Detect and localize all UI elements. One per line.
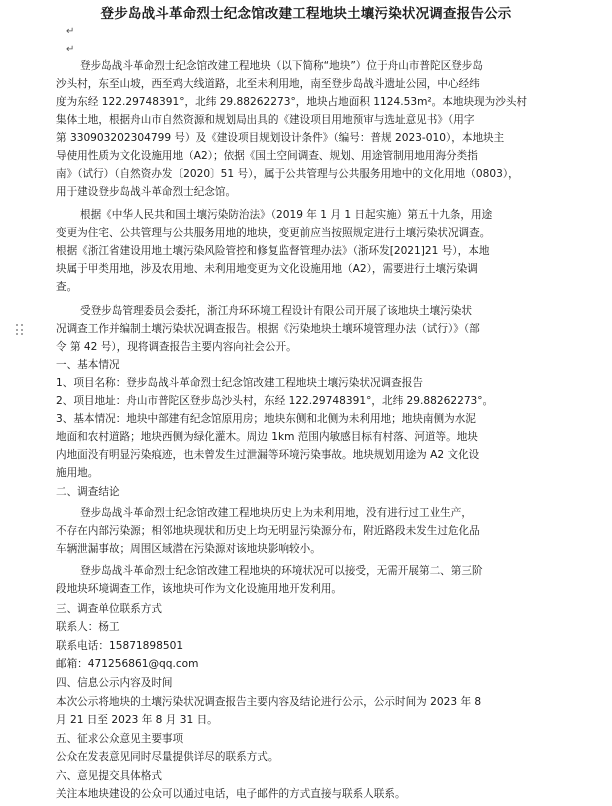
section-heading: 六、意见提交具体格式 [56, 770, 162, 782]
body-line: 登步岛战斗革命烈士纪念馆改建工程地块（以下简称“地块”）位于舟山市普陀区登步岛 [80, 60, 483, 72]
body-line: 沙头村，东至山坡，西至鸡大线道路，北至未利用地，南至登步岛战斗遗址公园，中心经纬 [56, 78, 480, 90]
section-heading: 一、基本情况 [56, 359, 120, 371]
body-line: 根据《中华人民共和国土壤污染防治法》（2019 年 1 月 1 日起实施）第五十九条，用途 [80, 209, 493, 221]
document-title: 登步岛战斗革命烈士纪念馆改建工程地块土壤污染状况调查报告公示 [100, 6, 512, 22]
paragraph-mark: ↵ [66, 44, 75, 55]
body-line: 集体土地，根据舟山市自然资源和规划局出具的《建设项目用地预审与选址意见书》（用字 [56, 114, 475, 126]
section-heading: 三、调查单位联系方式 [56, 603, 162, 615]
body-line: 登步岛战斗革命烈士纪念馆改建工程地块历史上为未利用地，没有进行过工业生产， [80, 507, 472, 519]
body-line: 1、项目名称：登步岛战斗革命烈士纪念馆改建工程地块土壤污染状况调查报告 [56, 377, 423, 389]
contact-phone: 联系电话：15871898501 [56, 640, 184, 652]
body-line: 受登步岛管理委员会委托，浙江舟环环境工程设计有限公司开展了该地块土壤污染状 [80, 305, 472, 317]
body-line: 登步岛战斗革命烈士纪念馆改建工程地块的环境状况可以接受，无需开展第二、第三阶 [80, 565, 483, 577]
section-heading: 二、调查结论 [56, 486, 120, 498]
section-heading: 四、信息公示内容及时间 [56, 677, 173, 689]
body-line: 地面和农村道路；地块西侧为绿化灌木。周边 1km 范围内敏感目标有村落、河道等。地块 [56, 431, 478, 443]
body-line: 3、基本情况：地块中部建有纪念馆原用房；地块东侧和北侧为未利用地；地块南侧为水泥 [56, 413, 476, 425]
body-line: 用于建设登步岛战斗革命烈士纪念馆。 [56, 186, 237, 198]
contact-email: 邮箱：471256861@qq.com [56, 658, 199, 670]
body-line: 段地块环境调查工作，该地块可作为文化设施用地开发利用。 [56, 583, 343, 595]
body-line: 本次公示将地块的土壤污染状况调查报告主要内容及结论进行公示，公示时间为 2023 年 8 [56, 696, 482, 708]
body-line: 施用地。 [56, 467, 99, 479]
body-line: 月 21 日至 2023 年 8 月 31 日。 [56, 714, 218, 726]
body-line: 公众在发表意见同时尽量提供详尽的联系方式。 [56, 751, 279, 763]
body-line: 南》（试行）（自然资办发〔2020〕51 号），属于公共管理与公共服务用地中的文化用地（0803）， [56, 168, 519, 180]
body-line: 不存在内部污染源；相邻地块现状和历史上均无明显污染源分布，附近路段未发生过危化品 [56, 525, 480, 537]
body-line: 查。 [56, 281, 78, 293]
body-line: 内地面没有明显污染痕迹，也未曾发生过泄漏等环境污染事故。地块规划用途为 A2 文化设 [56, 449, 480, 461]
body-line: 根据《浙江省建设用地土壤污染风险管控和修复监督管理办法》（浙环发[2021]21 号），本地 [56, 245, 490, 257]
body-line: 度为东经 122.29748391°，北纬 29.88262273°，地块占地面积 1124.53m²。本地块现为沙头村 [56, 96, 528, 108]
body-line: 车辆泄漏事故；周围区域潜在污染源对该地块影响较小。 [56, 543, 321, 555]
body-line: 块属于甲类用地，涉及农用地、未利用地变更为文化设施用地（A2），需要进行土壤污染调 [56, 263, 478, 275]
body-line: 令 第 42 号），现将调查报告主要内容向社会公开。 [56, 341, 297, 353]
contact-person: 联系人：杨工 [56, 621, 120, 633]
body-line: 第 330903202304799 号）及《建设项目规划设计条件》（编号：普规 2023-010），本地块主 [56, 132, 505, 144]
body-line: 2、项目地址：舟山市普陀区登步岛沙头村，东经 122.29748391°，北纬 29.88262273°。 [56, 395, 494, 407]
body-line: 导使用性质为文化设施用地（A2）；依据《国土空间调查、规划、用途管制用地用海分类指 [56, 150, 478, 162]
section-heading: 五、征求公众意见主要事项 [56, 733, 184, 745]
body-line: 况调查工作并编制土壤污染状况调查报告。根据《污染地块土壤环境管理办法（试行）》（部 [56, 323, 480, 335]
paragraph-mark: ↵ [66, 26, 75, 37]
drag-handle-icon[interactable] [16, 324, 24, 336]
body-line: 变更为住宅、公共管理与公共服务用地的地块，变更前应当按照规定进行土壤污染状况调查。 [56, 227, 491, 239]
body-line: 关注本地块建设的公众可以通过电话，电子邮件的方式直接与联系人联系。 [56, 788, 406, 800]
